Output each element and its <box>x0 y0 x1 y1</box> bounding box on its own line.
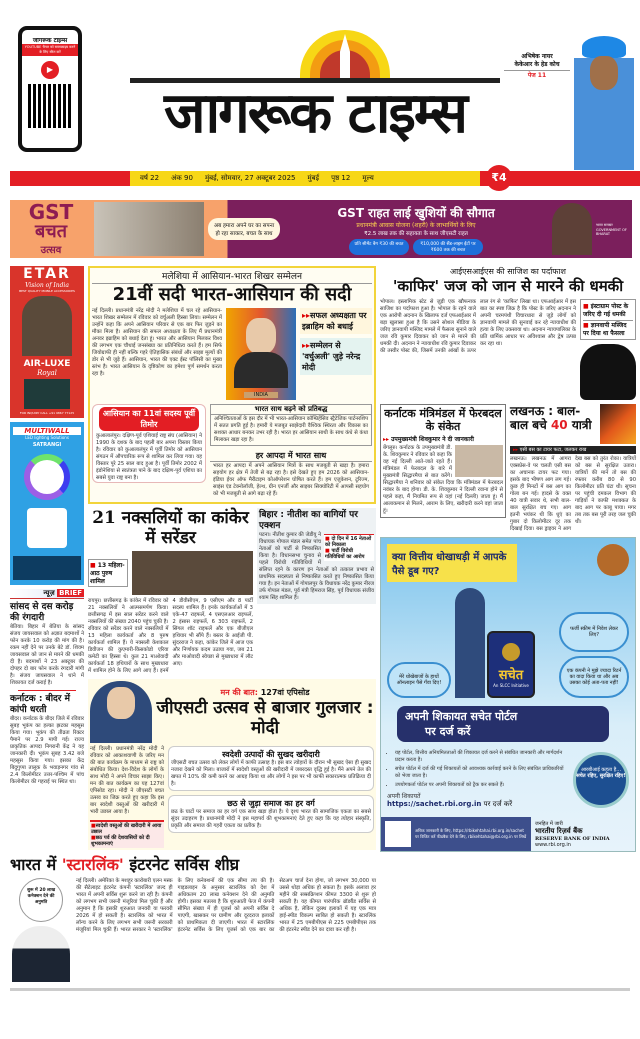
side-teaser[interactable] <box>504 52 570 79</box>
asean-pull-quote-2: ▸▸सम्मेलन से 'वर्चुअली' जुड़े नरेन्द्र मोदी <box>300 338 372 375</box>
bihar-pull2: पार्टी विरोधी गतिविधियों का आरोप <box>325 548 365 560</box>
masthead <box>0 0 640 200</box>
left-wrapper <box>10 266 376 982</box>
main-grid <box>10 266 640 982</box>
page-bottom-rule <box>10 988 630 991</box>
asean-headline[interactable]: 21वीं सदी भारत-आसियान की सदी <box>112 284 352 305</box>
family-photo <box>94 202 204 256</box>
brief1-title[interactable]: सांसद से दस करोड़ की रंगदारी <box>10 602 74 623</box>
rbi-point: • यह पोर्टल, वित्तीय अनियमितताओं की शिकायत दर्ज करने से संबंधित जानकारी और मार्गदर्शन प्रदान करता है। <box>395 750 569 764</box>
isis-pull1: इंस्टाग्राम पोस्ट के जरिए दी गई धमकी <box>583 303 629 318</box>
led-panel-square <box>27 508 67 548</box>
disaster-title: हर आपदा में भारत साथ <box>210 450 372 462</box>
sachet-url[interactable] <box>387 800 569 809</box>
news-brief-label <box>10 589 84 599</box>
rbi-cta2: पर दर्ज करें <box>425 725 471 738</box>
bus-fire-photo <box>600 404 636 444</box>
etar-model-photo <box>22 296 72 356</box>
asean-right-boxes <box>210 404 372 499</box>
center-column <box>88 266 376 850</box>
pull1-text: सफल अध्यक्षता पर इब्राहिम को बधाई <box>302 311 367 331</box>
rbi-bubble-2: एक कंपनी ने मुझे ज्यादा रिटर्न का वादा किया था और अब उसका कोई अता-पता नहीं! <box>559 656 629 698</box>
gst-logo-block <box>12 202 90 256</box>
swadeshi-box <box>168 746 374 791</box>
naxal-bihar-row <box>88 508 376 675</box>
chhath-box <box>168 795 374 833</box>
lucknow-sub: एसी बस का टायर फटा, जलकर राख <box>519 447 587 453</box>
mkb-kicker-a: मन की बात: <box>220 687 261 697</box>
starlink-figure <box>10 878 72 982</box>
isis-story <box>380 266 636 400</box>
multiwall-brand: MULTIWALL <box>13 427 81 435</box>
rbi-point: • सचेत पोर्टल में दर्ज की गई शिकायतों को आवश्यक कार्रवाई करने के लिए संबंधित प्राधिकारियों को भेजा जाता है। <box>395 766 569 780</box>
mkb-top-row <box>90 681 374 743</box>
logo-pen-sunrise <box>300 30 390 78</box>
etar-products-image <box>24 379 70 409</box>
starlink-headline-b: 'स्टारलिंक' <box>61 855 124 874</box>
rbi-site: www.rbi.org.in <box>535 841 571 848</box>
lucknow-body: लखनऊ। लखनऊ में आगरा एक्सप्रेस-वे पर चलती एसी बस का अचानक टायर फट गया। इसके बाद भीषण आग लग गई। कुछ ही मिनटों में बस आग का गोला बन गई। हादसे के वक्त 40 यात्री सवार थे, सभी बाल-बाल सुरक्षित बच गए। आग इतनी भयंकर थी कि धुएं का गुबार दो किलोमीटर दूर तक दिखाई दिया। बस ड्राइवर ने आग देख बस को तुरंत रोका। यात्रियों को बस से सुरक्षित उतारा। यात्रियों की मानें तो बस की रफ्तार करीब 80 से 90 किलोमीटर प्रति घंटा थी। सूचना पर पहुंची दमकल विभाग की गाड़ियों ने काफी मशक्कत के बाद आग पर काबू पाया। मगर तब तक बस पूरी तरह जल चुकी थी। <box>510 456 636 532</box>
brief-divider <box>18 690 76 691</box>
sachet-app-name: सचेत <box>498 668 524 683</box>
starlink-headline-c: इंटरनेट सर्विस शीघ्र <box>123 855 240 874</box>
rbi-top <box>387 544 629 582</box>
rbi-logo-icon <box>502 643 520 661</box>
asean-modi-photo <box>226 308 296 400</box>
mkb-pull1: स्वदेशी वस्तुओं की खरीदारी में आया उछाल <box>91 823 162 835</box>
masthead-title: जागरूक टाइम्स <box>130 78 500 144</box>
commitment-body: अनिश्चितताओं के इस दौर में भी भारत-आसियान कॉम्प्रिहेंसिव स्ट्रैटेजिक पार्टनरशिप में सतत प्रगति हुई है। हमारी ये मजबूत साझेदारी वैश्विक स्थिरता और विकास का सशक्त आधार बनकर उभर रही है। भारत हर आसियान साथी के साथ कंधे से कंधा मिलाकर खड़ा रहा है। <box>214 416 369 443</box>
gst-ad-sub2: ₹2.5 लाख तक की सहायता के साथ जीएसटी राहत <box>364 230 468 237</box>
etar-brand: ETAR <box>23 266 71 282</box>
youtube-icon: ▶ <box>41 61 59 79</box>
disaster-body: भारत हर आपदा में अपने आसियान मित्रों के साथ मजबूती से खड़ा है। हमारा सहयोग हर क्षेत्र में तेजी से बढ़ रहा है। इसे देखते हुए हम 2026 को आसियान-इंडिया ईयर ऑफ मैरीटाइम कोऑपरेशन घोषित करते हैं। हम एजुकेशन, टूरिज्म, साइंस एंड टेक्नोलॉजी, हेल्थ, ग्रीन एनर्जी और साइबर सिक्योरिटी में आपसी सहयोग को भी मजबूती से आगे बढ़ा रहे हैं। <box>213 463 369 497</box>
silhouette-image <box>580 344 636 400</box>
rbi-bank-en: RESERVE BANK OF INDIA <box>535 835 610 842</box>
naxal-pull: ■ 13 महिला-आठ पुरुष शामिल <box>88 559 128 587</box>
pm-photo <box>552 203 592 255</box>
isis-kicker: आईएसआईएस की साजिश का पर्दाफाश <box>450 267 566 276</box>
rbi-point: • उपयोगकर्ता पोर्टल पर अपनी शिकायतों को ट्रैक कर सकते हैं। <box>395 782 569 789</box>
rbi-footer <box>381 817 531 851</box>
musk-photo <box>12 926 70 982</box>
rbi-footer-text: अधिक जानकारी के लिए, https://rbikehtahai.rbi.org.in/sachet पर विजिट करें फीडबैक देने के लिए, rbikehtahai@rbi.org.in पर लिखें <box>415 828 527 839</box>
chhath-title: छठ से जुड़ा समाज का हर वर्ग <box>227 799 315 808</box>
starlink-headline[interactable] <box>10 854 376 875</box>
asean-story <box>88 266 376 504</box>
qr-promo-title: जागरूक टाइम्स <box>32 37 68 44</box>
mkb-pull: ■स्वदेशी वस्तुओं की खरीदारी में आया उछाल ■छठ पर्व की देशवासियों को दी शुभकामनाएं <box>90 820 164 848</box>
bihar-story <box>257 508 376 604</box>
naxal-photo <box>132 551 253 595</box>
etar-tagline: Vision of India <box>25 282 69 289</box>
karnataka-headline[interactable]: कर्नाटक मंत्रिमंडल में फेरबदल के संकेत <box>384 407 502 433</box>
mkb-body: नई दिल्ली। प्रधानमंत्री नरेंद्र मोदी ने रविवार को आकाशवाणी के जरिए मन की बात कार्यक्रम के माध्यम से राष्ट्र को संबोधित किया। देश-विदेश के लोगों के साथ मोदी ने अपने विचार साझा किए। मन की बात कार्यक्रम का यह 127वां एपिसोड रहा। मोदी ने जीएसटी बचत उत्सव का जिक्र करते हुए कहा कि इस बार स्वदेशी वस्तुओं की खरीदारी में भारी उछाल आया है। <box>90 746 164 815</box>
gst-ad-sub: प्रधानमंत्री आवास योजना (शहरी) के लाभार्थियों के लिए <box>356 221 476 229</box>
karnataka-sub-line: ▸▸ उपमुख्यमंत्री शिवकुमार ने दी जानकारी <box>383 436 474 443</box>
right-column <box>380 266 636 852</box>
issue-pages: पृष्ठ 12 <box>331 174 351 182</box>
asean-body: नई दिल्ली। प्रधानमंत्री नरेंद्र मोदी ने मलेशिया में चल रहे आसियान-भारत शिखर सम्मेलन में रविवार को वर्चुअली हिस्सा लिया। सम्मेलन में उन्होंने कहा कि अपने आसियान परिवार से एक बार फिर जुड़ने का मौका मिला है। आसियान की सफल अध्यक्षता के लिए मैं प्रधानमंत्री अनवर इब्राहिम को बधाई देता हूं। भारत और आसियान मिलकर विश्व की लगभग एक चौथाई जनसंख्या का प्रतिनिधित्व करते हैं। हम सिर्फ जियोग्राफी ही नहीं बल्कि गहरे ऐतिहासिक संबंधों और साझा मूल्यों की डोर से भी जुड़े हैं। आसियान, भारत की एक्ट ईस्ट पॉलिसी का मुख्य स्तंभ है। भारत आसियान के दृष्टिकोण का हमेशा पूर्ण समर्थन करता रहा है। <box>92 308 222 377</box>
asean-pulls <box>300 308 372 400</box>
commitment-box <box>210 404 372 446</box>
woman-photo <box>455 588 485 698</box>
mkb-right <box>168 746 374 833</box>
karnataka-lucknow-row <box>380 404 636 533</box>
issue-date: मुंबई, सोमवार, 27 अक्टूबर 2025 <box>204 174 296 182</box>
brief-label-b: BRIEF <box>59 589 82 597</box>
rbi-footer-row <box>381 817 635 851</box>
youtube-qr-promo[interactable] <box>18 26 82 152</box>
shivakumar-photo <box>455 445 503 477</box>
gst-ad-title: GST राहत लाई खुशियों की सौगात <box>337 205 495 220</box>
gov-emblem-text: भारत सरकार GOVERNMENT OF BHARAT <box>596 222 627 236</box>
brief-label-a: न्यूज़ <box>43 589 58 597</box>
rbi-badge-text: सचेत रहिए, सुरक्षित रहिए! <box>576 772 626 779</box>
teaser-page: पेज 11 <box>504 70 570 79</box>
left-column <box>10 266 84 786</box>
rbi-bubble-3: मेरे धोखेबाजों के हाथों ऑनलाइन पैसे गँवा दिए! <box>387 662 451 698</box>
naxal-story <box>88 508 253 675</box>
isis-row <box>380 299 636 400</box>
teaser-line2: केकेआर के हेड कोच <box>514 61 560 68</box>
mkb-kicker-b: 127वां एपिसोड <box>260 687 310 697</box>
timor-body: कुआलालंपुर। दक्षिण-पूर्व एशियाई राष्ट्र संघ (आसियान) ने 1990 के दशक के बाद पहली बार अपना विस्तार किया है। रविवार को कुआलालंपुर में पूर्वी तिमोर को आसियान संगठन में औपचारिक रूप से शामिल कर लिया गया। यह विस्तार पूरे 25 साल बाद हुआ है। पूर्वी तिमोर 2002 में इंडोनेशिया से स्वतंत्रता पाने के बाद दक्षिण-पूर्व एशिया का सबसे युवा राष्ट्र बना है। <box>96 433 202 481</box>
asean-top-row <box>92 308 372 400</box>
rbi-sachet-ad[interactable] <box>380 537 636 852</box>
gst-logo-utsav: उत्सव <box>40 245 62 256</box>
gst-badges <box>284 239 548 255</box>
rbi-brand <box>535 821 635 848</box>
lucknow-headline-num: 40 <box>550 418 568 432</box>
mkb-kicker <box>156 687 374 698</box>
lucknow-headline-b: यात्री <box>567 418 592 432</box>
mkb-heading <box>156 687 374 738</box>
rbi-cta-box <box>397 706 609 742</box>
disaster-box <box>210 450 372 499</box>
commitment-title: भारत साथ बढ़ने को प्रतिबद्ध <box>211 405 371 415</box>
issue-city: मुंबई <box>307 174 320 182</box>
multiwall-ad[interactable] <box>10 422 84 585</box>
karnataka-body: बेंगलुरु। कर्नाटक के उपमुख्यमंत्री डी. के. शिवकुमार ने रविवार को कहा कि वह नई दिल्ली आते-जाते रहते हैं। मंत्रिमंडल में फेरबदल के बारे में मुख्यमंत्री सिद्धारमैया से बात करेंगे। सिद्धारमैया ने शनिवार को संकेत दिया कि मंत्रिमंडल में फेरबदल नवंबर के बाद होगा। डी. के. शिवकुमार ने दिल्ली रवाना होने से पहले कहा, मैं नियमित रूप से वहां (नई दिल्ली) जाता हूं। मैं आलाकमान से मिलने, आराम के लिए, खरीदारी करने वहां जाता हूं। <box>383 445 503 514</box>
rbi-middle <box>387 588 629 698</box>
mkb-bottom-row <box>90 746 374 848</box>
multiwall-tagline: LED lighting Solutions <box>25 435 69 440</box>
complaint-label: अपनी शिकायतें <box>387 793 421 800</box>
gst-logo-bachat: बचत <box>35 221 67 242</box>
issue-year: वर्ष 22 <box>140 174 160 182</box>
starlink-body: नई दिल्ली। अमेरिका के मशहूर कारोबारी एलन मस्क की सैटेलाइट इंटरनेट कंपनी 'स्टारलिंक' जल्द ही भारत में अपनी सर्विस शुरू करने जा रही है। कंपनी को लगभग सभी जरूरी मंजूरियां मिल चुकी हैं और अनुमान है कि इसकी शुरुआत जनवरी या फरवरी 2026 में हो सकती है। स्टारलिंक को भारत में लॉन्च करने के लिए लगभग सभी जरूरी सरकारी मंजूरियां मिल चुकी हैं। भारत सरकार ने 'स्टारलिंक' के लिए कनेक्शनों की एक सीमा तय की है। गाइडलाइन के अनुसार स्टारलिंक को देश में अधिकतम 20 लाख कनेक्शन देने की अनुमति होगी। इसका मतलब है कि शुरुआती फेज में कंपनी सीमित संख्या में ही यूजर्स को अपनी सर्विस दे पाएगी, खासकर पर ग्रामीण और दूरदराज इलाकों को प्राथमिकता दी जाएगी। भारत में स्टारलिंक इंटरनेट सर्विस के लिए यूजर्स को एक बार का सेटअप चार्ज देना होगा, जो लगभग 30,000 या उससे थोड़ा अधिक हो सकता है। इसके अलावा हर महीने की सब्सक्रिप्शन कीमत 3300 से शुरू हो सकती है। यह कीमत पारंपरिक ब्रॉडबैंड सर्विस से अधिक है, लेकिन दूरस्थ इलाकों में यह एक मात्र हाई-स्पीड विकल्प साबित हो सकती है। स्टारलिंक भारत में 25 एमबीपीएस से 225 एमबीपीएस तक की इंटरनेट स्पीड देने का दावा कर रही है। <box>76 878 376 933</box>
timor-box <box>92 404 206 483</box>
etar-ad[interactable] <box>10 266 84 418</box>
asean-bottom-row <box>92 404 372 499</box>
isis-pull-quotes: ■ इंस्टाग्राम पोस्ट के जरिए दी गई धमकी ■ ज्ञानवापी मस्जिद पर दिया था फैसला <box>580 299 636 340</box>
mann-ki-baat-story <box>88 679 376 850</box>
isis-side <box>580 299 636 400</box>
rbi-qr-code[interactable] <box>385 821 411 847</box>
rbi-badge <box>573 752 629 808</box>
gst-badge-bricks: ₹10,000 की सैंड-लाइम ईंटों पर ₹600 तक की बचत <box>413 239 483 255</box>
brief2-body: बीदर। कर्नाटक के बीदर जिले में रविवार सुबह भूकंप का हल्का झटका महसूस किया गया। भूकंप की तीव्रता रिक्टर पैमाने पर 2.9 मापी गई। राज्य प्राकृतिक आपदा निगरानी केंद्र ने यह जानकारी दी। भूकंप सुबह 3.42 बजे महसूस किया गया। इसका केंद्र बिदुगुप्पा तालुक के भवाड़नगर गांव से 2.4 किलोमीटर उत्तर-पश्चिम में पांच किलोमीटर की गहराई पर स्थित था। <box>10 716 84 785</box>
timor-title: आसियान का 11वां सदस्य पूर्वी तिमोर <box>99 407 199 431</box>
etar-enquiry: FOR INQUIRY CALL +91 9867 77125 <box>19 411 75 415</box>
starlink-row <box>10 878 376 982</box>
rbi-points <box>387 750 569 789</box>
sachet-url-link[interactable]: https://sachet.rbi.org.in <box>387 800 482 808</box>
asean-pull-quote-1: ▸▸सफल अध्यक्षता पर इब्राहिम को बधाई <box>300 308 372 334</box>
isis-headline[interactable]: 'काफिर' जज को जान से मारने की धमकी <box>392 277 624 295</box>
sachet-url-suffix: पर दर्ज करें <box>481 800 513 808</box>
mkb-pull2: छठ पर्व की देशवासियों को दी शुभकामनाएं <box>91 835 150 847</box>
swadeshi-body: जीएसटी बचत उत्सव को लेकर लोगों में काफी उत्साह है। इस बार त्योहारों के दौरान भी सुखद ऐसा ही सुखद नजारा देखने को मिला। बाजारों में स्वदेशी वस्तुओं की खरीदारी में जबरदस्त वृद्धि हुई है। मैंने अपने तेल की खपत में 10% की कमी करने का आग्रह किया था और लोगों ने इस पर भी काफी सकारात्मक प्रतिक्रिया दी है। <box>171 760 371 787</box>
left-row <box>10 266 376 850</box>
teaser-line1: अभिषेक नायर <box>521 53 553 60</box>
naxal-media-row <box>88 551 253 595</box>
gst-quote: अब हमारा अपने घर का सपना हो रहा साकार, बचत के साथ <box>208 218 280 240</box>
mkb-left <box>90 746 164 848</box>
rbi-seal-icon <box>597 544 629 576</box>
gst-logo: GST <box>28 200 74 224</box>
rbi-bank-hi: भारतीय रिज़र्व बैंक <box>535 826 583 835</box>
rbi-cta1: अपनी शिकायत सचेत पोर्टल <box>405 710 518 723</box>
chhath-body: छठ के घाटों पर समाज का हर वर्ग एक साथ खड़ा होता है। ये दृश्य भारत की सामाजिक एकता का सबसे सुंदर उदाहरण है। प्रधानमंत्री मोदी ने इस महापर्व की शुभकामनाएं देते हुए कहा कि यह त्योहार संस्कृति, प्रकृति और समाज की गहरी एकता का प्रतीक है। <box>171 809 371 829</box>
photo-caption: INDIA <box>244 392 278 398</box>
lucknow-story <box>510 404 636 533</box>
starlink-headline-a: भारत में <box>10 855 62 874</box>
etar-line: Royal <box>37 369 57 377</box>
rbi-question: क्या वित्तीय धोखाधड़ी में आपके पैसे डूब गए? <box>387 544 517 582</box>
naxal-body: रायपुर। छत्तीसगढ़ के कांकेर में रविवार को 21 नक्सलियों ने आत्मसमर्पण किया। छत्तीसगढ़ में इस साल सरेंडर करने वाले नक्सलियों की संख्या 2040 पहुंच चुकी है। रविवार को सरेंडर करने वाले नक्सलियों में 13 महिला कार्यकर्ता और 8 पुरुष कार्यकर्ता शामिल हैं। ये नक्सली केशकाल डिवीजन की कुएमारी-किसकोडो एरिया कमेटी का हिस्सा थे। कुल 21 माओवादी कार्यकर्ता 18 हथियारों के साथ मुख्यधारा में शामिल होने के लिए आगे आए हैं। इनमें 4 डीवीसीएम, 9 एसीएम और 8 पार्टी सदस्य शामिल हैं। इनके कार्यकर्ताओं में 3 एके-47 राइफलें, 4 एसएलआर राइफलें, 2 इंसास राइफलें, 6 303 राइफलें, 2 सिंगल शॉट राइफलें और एक बीजीएल हथियार भी सौंपे हैं। बस्तर के आईजी पी. सुंदरराज ने कहा, कांकेर जिले में आज एक और निर्णायक कदम उठाया गया, जब 21 और माओवादी स्वेच्छा से मुख्यधारा में लौट आए। <box>88 598 253 674</box>
rbi-badge-top: आरबीआई कहता है... <box>580 766 622 773</box>
issue-number: अंक 90 <box>171 174 193 182</box>
etar-product: AIR-LUXE <box>23 359 71 369</box>
etar-sub: BEST QUALITY MOBILE ACCESSORIES <box>19 289 75 293</box>
rbi-issued: जनहित में जारी <box>535 820 563 827</box>
multiwall-product: SATRANGI <box>32 442 62 448</box>
gst-center <box>284 204 548 255</box>
coach-photo <box>574 30 634 170</box>
karnataka-sub: उपमुख्यमंत्री शिवकुमार ने दी जानकारी <box>391 436 474 443</box>
asean-kicker: मलेशिया में आसियान-भारत शिखर सम्मेलन <box>92 268 372 284</box>
price-label: मूल्य <box>362 174 374 182</box>
news-brief <box>10 589 84 786</box>
bihar-pull: ■ दो दिन में 16 नेताओं को निकाला ■ पार्टी विरोधी गतिविधियों का आरोप <box>324 534 374 561</box>
bihar-headline[interactable]: बिहार : नीतीश का बागियों पर एक्शन <box>259 510 358 531</box>
rbi-info-row <box>387 750 629 809</box>
lucknow-top <box>510 404 636 444</box>
gst-ad-banner[interactable] <box>10 200 632 258</box>
sachet-app-sub: An SLCC Initiative <box>493 683 529 688</box>
isis-body: भोपाल। इस्लामिक स्टेट से जुड़ी एक खौफनाक साजिश का पर्दाफाश हुआ है। भोपाल के रहने वाले एक आरोपी अदनान के खिलाफ दर्ज एफआईआर में बड़ा खुलासा हुआ है कि उसने सोशल मीडिया के जरिए ज्ञानवापी मस्जिद मामले में फैसला सुनाने वाले जज रवि कुमार दिवाकर को जान से मारने की धमकी दी। अदनान ने न्यायाधीश रवि कुमार दिवाकर की तस्वीर पोस्ट की, जिसमें उनकी आंखों के ऊपर लाल रंग से 'काफिर' लिखा था। एफआईआर में इस बात का स्पष्ट जिक्र है कि पोस्ट के जरिए अदनान ने अपनी चरमपंथी विचारधारा से जुड़े लोगों को ज्ञानवापी मामले की सुनवाई कर रहे न्यायाधीश की हत्या के लिए उकसाया था। अदनान न्यायपालिका के प्रति धार्मिक आधार पर अविश्वास और द्वेष उत्पन्न कर रहा था। <box>380 299 576 354</box>
isis-pull2: ज्ञानवापी मस्जिद पर दिया था फैसला <box>583 322 627 337</box>
brief1-body: बेतिया। बिहार में बेतिया के सांसद संजय जायसवाल को अज्ञात बदमाशों ने फोन करके 10 करोड़ की मांग की है। रकम नहीं देने पर उनके बेटे डॉ. शिवम जायसवाल को जान से मारने की धमकी दी है। बदमाशों ने 23 अक्टूबर की दोपहर दो बार फोन करके रंगदारी मांगी है। संजय जायसवाल ने थाने में शिकायत दर्ज कराई है। <box>10 624 84 686</box>
karnataka-story <box>380 404 506 518</box>
naxal-headline[interactable]: 21 नक्सलियों का कांकेर में सरेंडर <box>92 508 249 548</box>
bihar-body: पटना। नीतीश कुमार की जेडीयू ने विधायक गोपाल मंडल समेत पांच नेताओं को पार्टी से निष्कासित किया है। विधानसभा चुनाव से पहले विरोधी गतिविधियों में संलिप्त रहने के कारण इन नेताओं को तत्काल प्रभाव से प्राथमिक सदस्यता से निष्कासित करते हुए निष्कासित किया गया है। इन नेताओं में गोपालपुर के विधायक नरेंद्र कुमार नीरज उर्फ गोपाल मंडल, पूर्व मंत्री हिमराज सिंह, पूर्व विधायक संजीव श्याम सिंह शामिल हैं। <box>259 532 374 601</box>
naxal-pull-text: 13 महिला-आठ पुरुष शामिल <box>90 562 125 585</box>
lucknow-headline[interactable] <box>510 404 596 432</box>
mkb-headline[interactable]: जीएसटी उत्सव से बाजार गुलजार : मोदी <box>156 697 374 738</box>
pull2-text: सम्मेलन से 'वर्चुअली' जुड़े नरेन्द्र मोदी <box>302 341 361 372</box>
starlink-pull: शुरू में 20 लाख कनेक्शन देने की अनुमति <box>19 878 63 922</box>
swadeshi-title: स्वदेशी उत्पादों की सुखद खरीदारी <box>222 750 320 759</box>
modi-photo <box>90 681 152 743</box>
gst-badge-cement: प्रति सीमेंट बैग ₹30 की बचत <box>349 239 409 255</box>
bihar-pull1: दो दिन में 16 नेताओं को निकाला <box>325 536 372 548</box>
qr-promo-text: YOUTUBE चैनल को सब्सक्राइब करने के लिए स्कैन करें <box>22 44 78 56</box>
led-panel-round <box>24 454 70 500</box>
sachet-phone <box>487 631 535 698</box>
qr-code[interactable] <box>28 84 72 128</box>
starlink-story <box>10 854 376 982</box>
rbi-info <box>387 750 569 809</box>
price-badge: ₹4 <box>486 165 512 191</box>
woman-with-phone <box>455 588 555 698</box>
lucknow-headline-a: लखनऊ : बाल-बाल बचे <box>510 404 581 432</box>
rbi-bubble-1: फर्जी स्कीम में निवेश लेकर लिए? <box>559 612 629 652</box>
brief2-title[interactable]: कर्नाटक : बीदर में कांपी धरती <box>10 694 70 715</box>
lucknow-sub-bar: ▸▸ एसी बस का टायर फटा, जलकर राख <box>510 446 636 454</box>
multiwall-contact <box>13 556 81 580</box>
issue-info-bar <box>130 171 480 186</box>
rbi-bubbles-right <box>559 612 629 698</box>
